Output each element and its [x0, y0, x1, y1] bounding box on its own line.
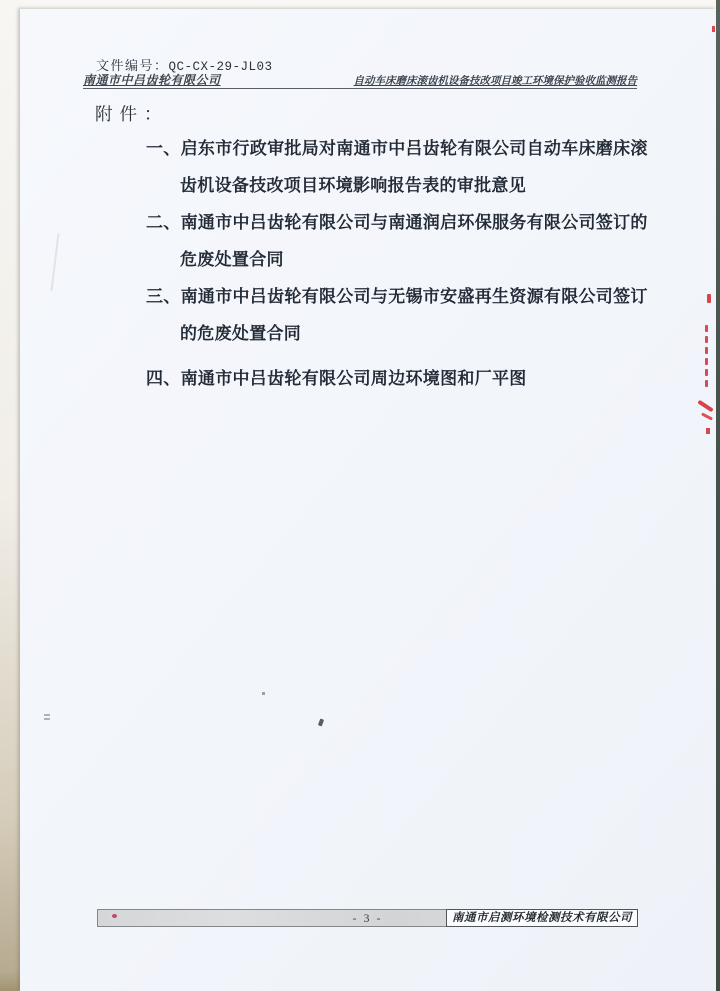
attachment-item-4 [146, 360, 646, 397]
document-number-label: 文件编号： [96, 58, 169, 73]
scan-right-edge [716, 0, 720, 991]
red-ink-mark [705, 380, 708, 387]
attachment-line [146, 204, 646, 241]
header-report-title: 自动车床磨床滚齿机设备技改项目竣工环境保护验收监测报告 [353, 76, 637, 87]
attachment-item-2 [146, 204, 646, 278]
scanner-bed-left-edge [0, 0, 21, 991]
attachment-number: 一、 [146, 139, 181, 158]
attachment-item-1 [146, 130, 646, 204]
page-number: - 3 - [352, 911, 383, 925]
scan-speck [44, 714, 50, 721]
attachment-text: 启东市行政审批局对南通市中吕齿轮有限公司自动车床磨床滚 [180, 139, 648, 158]
attachment-line: 齿机设备技改项目环境影响报告表的审批意见 [180, 176, 526, 195]
footer-company-name: 南通市启测环境检测技术有限公司 [446, 909, 638, 927]
document-number-value: QC-CX-29-JL03 [168, 60, 273, 74]
red-ink-mark [707, 294, 711, 303]
attachment-line [146, 278, 646, 315]
red-ink-mark [705, 369, 708, 376]
attachment-number: 三、 [146, 287, 181, 306]
attachment-line: 危废处置合同 [180, 250, 284, 269]
scan-speck [262, 692, 265, 695]
attachments-list [146, 130, 646, 397]
red-ink-mark [706, 428, 710, 434]
red-ink-mark [705, 347, 708, 354]
attachment-number: 四、 [146, 369, 181, 388]
attachment-text: 南通市中吕齿轮有限公司与无锡市安盛再生资源有限公司签订 [180, 287, 648, 306]
red-ink-mark [112, 914, 117, 918]
attachment-line [146, 130, 646, 167]
attachment-line [146, 360, 646, 397]
attachment-number: 二、 [146, 213, 181, 232]
red-ink-mark [712, 26, 715, 32]
header-company-name: 南通市中吕齿轮有限公司 [83, 73, 221, 87]
paper-crease [50, 233, 59, 291]
red-ink-mark [705, 336, 708, 343]
red-ink-mark [705, 358, 708, 365]
attachment-text: 南通市中吕齿轮有限公司与南通润启环保服务有限公司签订的 [180, 213, 648, 232]
attachment-line: 的危废处置合同 [180, 324, 302, 343]
red-ink-mark [705, 325, 708, 332]
footer-bar [97, 909, 638, 927]
attachment-item-3 [146, 278, 646, 352]
attachment-text: 南通市中吕齿轮有限公司周边环境图和厂平图 [180, 369, 527, 388]
page-header [83, 70, 637, 89]
attachments-section-label: 附件： [95, 104, 169, 124]
